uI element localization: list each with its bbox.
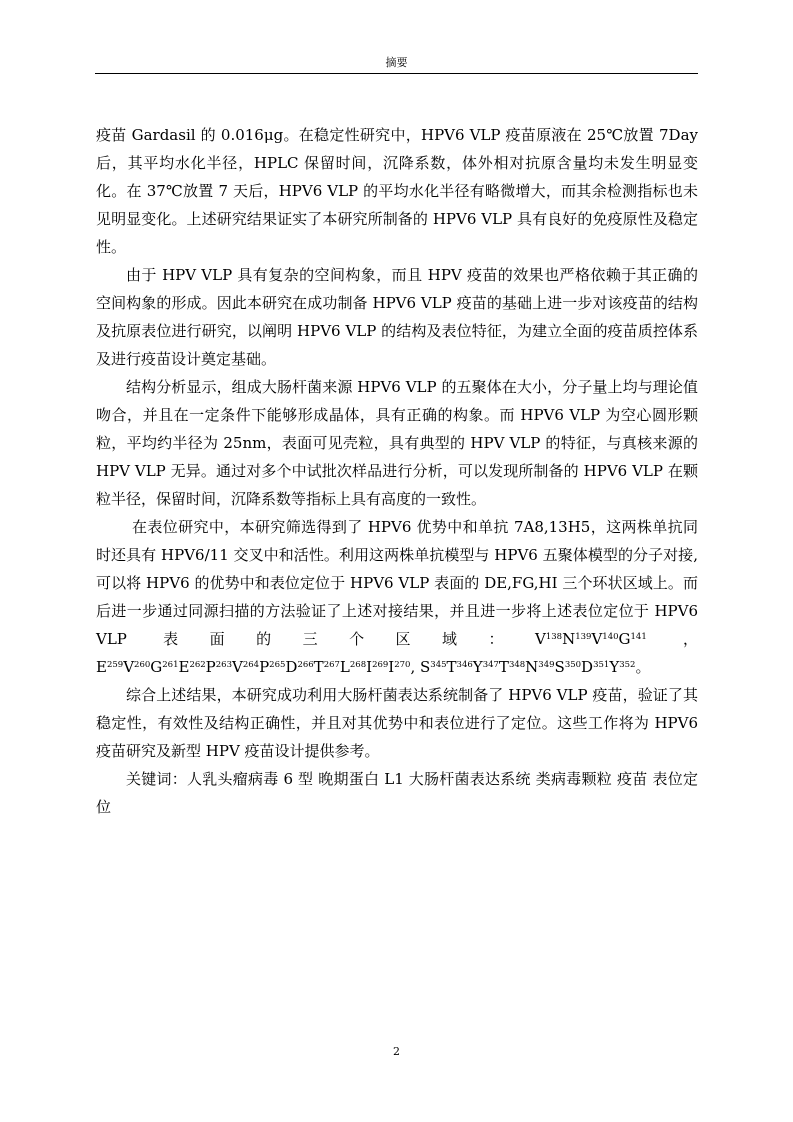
residue-letter: V — [123, 658, 135, 676]
residue-number: 349 — [538, 660, 555, 670]
residue-letter: Y — [609, 658, 620, 676]
residue-letter: L — [339, 658, 350, 676]
header-rule — [95, 73, 698, 74]
paragraph-stability: 疫苗 Gardasil 的 0.016μg。在稳定性研究中，HPV6 VLP 疫苗原液在 25℃放置 7Day 后，其平均水化半径，HPLC 保留时间，沉降系数，体外相对抗原含量均未发生明显变化。在 37℃放置 7 天后，HPV6 VLP 的平均水化半径有略微增大，而其余检测指标也未见明显变化。上述研究结果证实了本研究所制备的 HPV6 VLP 具有良好的免疫原性及稳定性。 — [96, 126, 698, 256]
abstract-body — [96, 121, 698, 821]
epitope-end: 。 — [635, 658, 651, 676]
residue-letter: I — [366, 658, 373, 676]
residue-number: 350 — [564, 660, 582, 670]
residue-letter: S — [420, 658, 431, 676]
residue-letter: V — [535, 630, 546, 648]
epitope-text: 在表位研究中，本研究筛选得到了 HPV6 优势中和单抗 7A8,13H5，这两株单抗同时还具有 HPV6/11 交叉中和活性。利用这两株单抗模型与 HPV6 五聚体模型的分子对接,可以将 HPV6 的优势中和表位定位于 HPV6 VLP 表面的 DE,FG,HI 三个环状区域上。而后进一步通过同源扫描的方法验证了上述对接结果，并且进一步将上述表位定位于 HPV6 VLP 表面的三个区域： — [96, 518, 698, 648]
residue-number: 265 — [269, 660, 286, 670]
residue-letter: E — [96, 658, 107, 676]
keywords-label: 关键词： — [126, 770, 187, 788]
residue-number: 267 — [323, 660, 340, 670]
residue-letter: T — [313, 658, 324, 676]
residue-letter: T — [446, 658, 457, 676]
residue-number: 259 — [106, 660, 124, 670]
epitope-separator-2: , — [410, 658, 421, 676]
header-title: 摘要 — [385, 56, 408, 69]
epitope-region-2 — [96, 658, 410, 676]
residue-number: 264 — [242, 660, 260, 670]
residue-letter: P — [259, 658, 270, 676]
residue-number: 351 — [593, 660, 610, 670]
residue-number: 347 — [482, 660, 499, 670]
paragraph-epitope — [96, 513, 698, 681]
residue-letter: Y — [472, 658, 483, 676]
residue-letter: V — [591, 630, 603, 648]
residue-number: 269 — [372, 660, 389, 670]
residue-number: 261 — [162, 660, 179, 670]
residue-number: 266 — [297, 660, 314, 670]
residue-number: 268 — [349, 660, 367, 670]
residue-number: 139 — [575, 632, 592, 642]
residue-number: 138 — [545, 632, 563, 642]
residue-number: 270 — [394, 660, 411, 670]
residue-letter: P — [205, 658, 216, 676]
residue-number: 345 — [430, 660, 447, 670]
keywords-line — [96, 765, 698, 821]
epitope-region-1 — [535, 630, 647, 648]
residue-letter: G — [618, 630, 631, 648]
residue-letter: D — [285, 658, 298, 676]
paragraph-conformation: 由于 HPV VLP 具有复杂的空间构象，而且 HPV 疫苗的效果也严格依赖于其正确的空间构象的形成。因此本研究在成功制备 HPV6 VLP 疫苗的基础上进一步对该疫苗的结构及抗原表位进行研究，以阐明 HPV6 VLP 的结构及表位特征，为建立全面的疫苗质控体系及进行疫苗设计奠定基础。 — [96, 266, 698, 368]
keywords-list: 人乳头瘤病毒 6 型 晚期蛋白 L1 大肠杆菌表达系统 类病毒颗粒 疫苗 表位定位 — [96, 770, 698, 816]
residue-letter: N — [562, 630, 576, 648]
residue-letter: D — [581, 658, 594, 676]
residue-number: 262 — [189, 660, 206, 670]
residue-number: 260 — [134, 660, 151, 670]
residue-letter: G — [150, 658, 163, 676]
page-number: 2 — [393, 1045, 400, 1058]
residue-number: 352 — [619, 660, 636, 670]
paragraph-summary: 综合上述结果，本研究成功利用大肠杆菌表达系统制备了 HPV6 VLP 疫苗，验证了其稳定性，有效性及结构正确性，并且对其优势中和表位进行了定位。这些工作将为 HPV6 疫苗研究及新型 HPV 疫苗设计提供参考。 — [96, 686, 698, 760]
residue-letter: T — [498, 658, 509, 676]
residue-letter: V — [232, 658, 243, 676]
residue-number: 141 — [630, 632, 647, 642]
residue-letter: N — [525, 658, 539, 676]
residue-number: 348 — [508, 660, 526, 670]
residue-letter: S — [554, 658, 565, 676]
paragraph-structure: 结构分析显示，组成大肠杆菌来源 HPV6 VLP 的五聚体在大小，分子量上均与理论值吻合，并且在一定条件下能够形成晶体，具有正确的构象。而 HPV6 VLP 为空心圆形颗粒，平均约半径为 25nm，表面可见壳粒，具有典型的 HPV VLP 的特征，与真核来源的 HPV VLP 无异。通过对多个中试批次样品进行分析，可以发现所制备的 HPV6 VLP 在颗粒半径，保留时间，沉降系数等指标上具有高度的一致性。 — [96, 378, 698, 508]
residue-letter: E — [178, 658, 190, 676]
epitope-separator-1: ， — [646, 630, 699, 648]
residue-number: 263 — [215, 660, 232, 670]
residue-number: 140 — [602, 632, 619, 642]
page-header — [95, 56, 698, 70]
residue-letter: I — [388, 658, 395, 676]
epitope-region-3 — [420, 658, 635, 676]
residue-number: 346 — [456, 660, 473, 670]
